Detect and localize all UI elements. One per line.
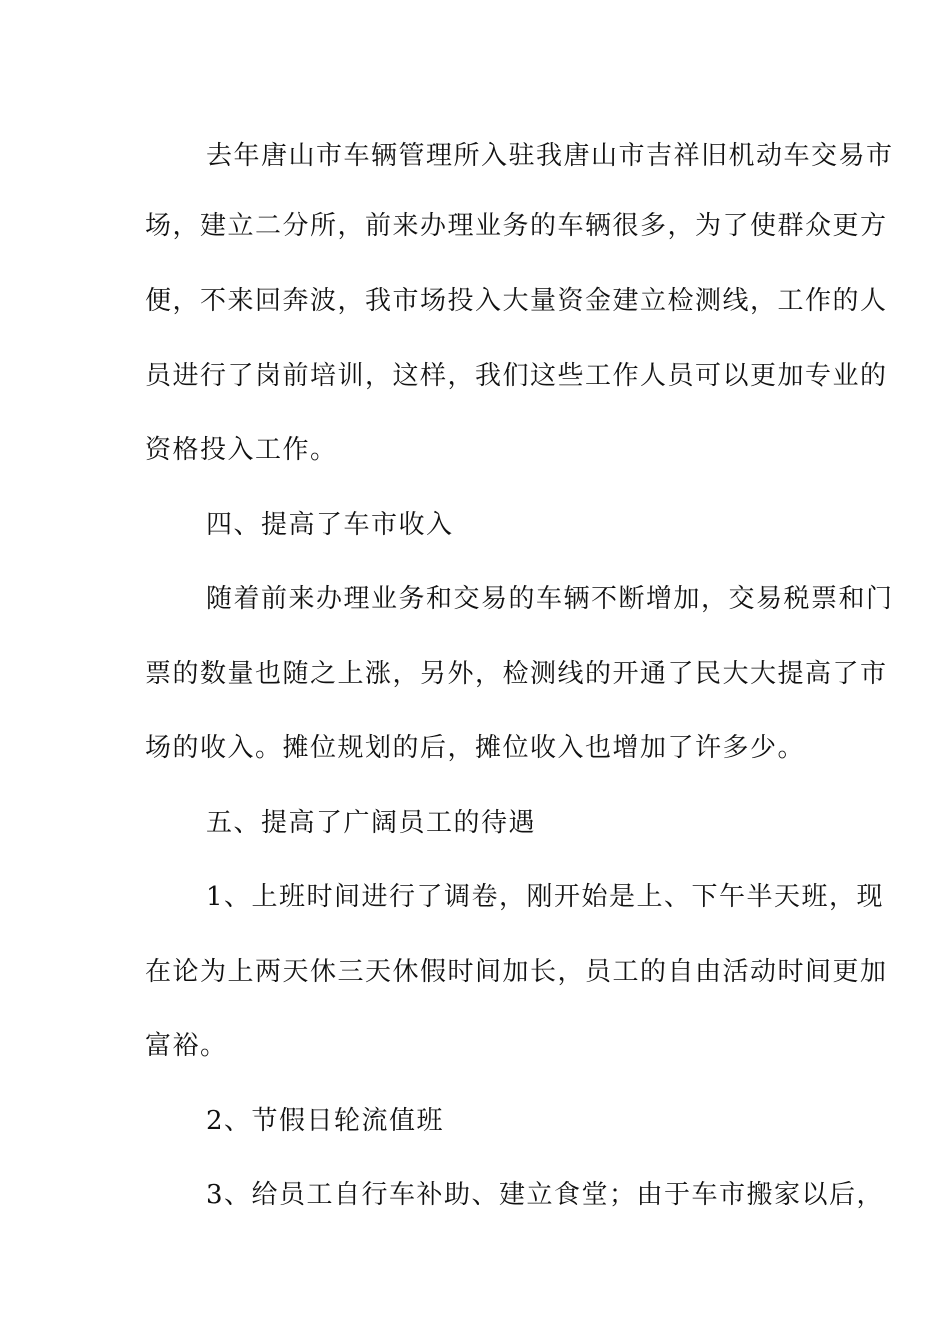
section-heading: 五、提高了广阔员工的待遇 bbox=[206, 808, 537, 838]
section-heading: 四、提高了车市收入 bbox=[206, 510, 454, 540]
paragraph-line: 随着前来办理业务和交易的车辆不断增加，交易税票和门 bbox=[206, 584, 894, 614]
paragraph-line: 去年唐山市车辆管理所入驻我唐山市吉祥旧机动车交易市 bbox=[206, 141, 894, 171]
list-item-line: 1、上班时间进行了调卷，刚开始是上、下午半天班，现 bbox=[206, 882, 885, 912]
list-item: 2、节假日轮流值班 bbox=[206, 1106, 445, 1136]
list-item-line: 3、给员工自行车补助、建立食堂；由于车市搬家以后， bbox=[206, 1180, 885, 1210]
paragraph-line: 资格投入工作。 bbox=[145, 435, 338, 465]
paragraph-line: 员进行了岗前培训，这样，我们这些工作人员可以更加专业的 bbox=[145, 361, 888, 391]
paragraph-line: 场的收入。摊位规划的后，摊位收入也增加了许多少。 bbox=[145, 733, 806, 763]
list-item-line: 富裕。 bbox=[145, 1031, 228, 1061]
paragraph-line: 票的数量也随之上涨，另外，检测线的开通了民大大提高了市 bbox=[145, 659, 888, 689]
paragraph-line: 场，建立二分所，前来办理业务的车辆很多，为了使群众更方 bbox=[145, 211, 888, 241]
paragraph-line: 便，不来回奔波，我市场投入大量资金建立检测线，工作的人 bbox=[145, 286, 888, 316]
list-item-line: 在论为上两天休三天休假时间加长，员工的自由活动时间更加 bbox=[145, 957, 888, 987]
